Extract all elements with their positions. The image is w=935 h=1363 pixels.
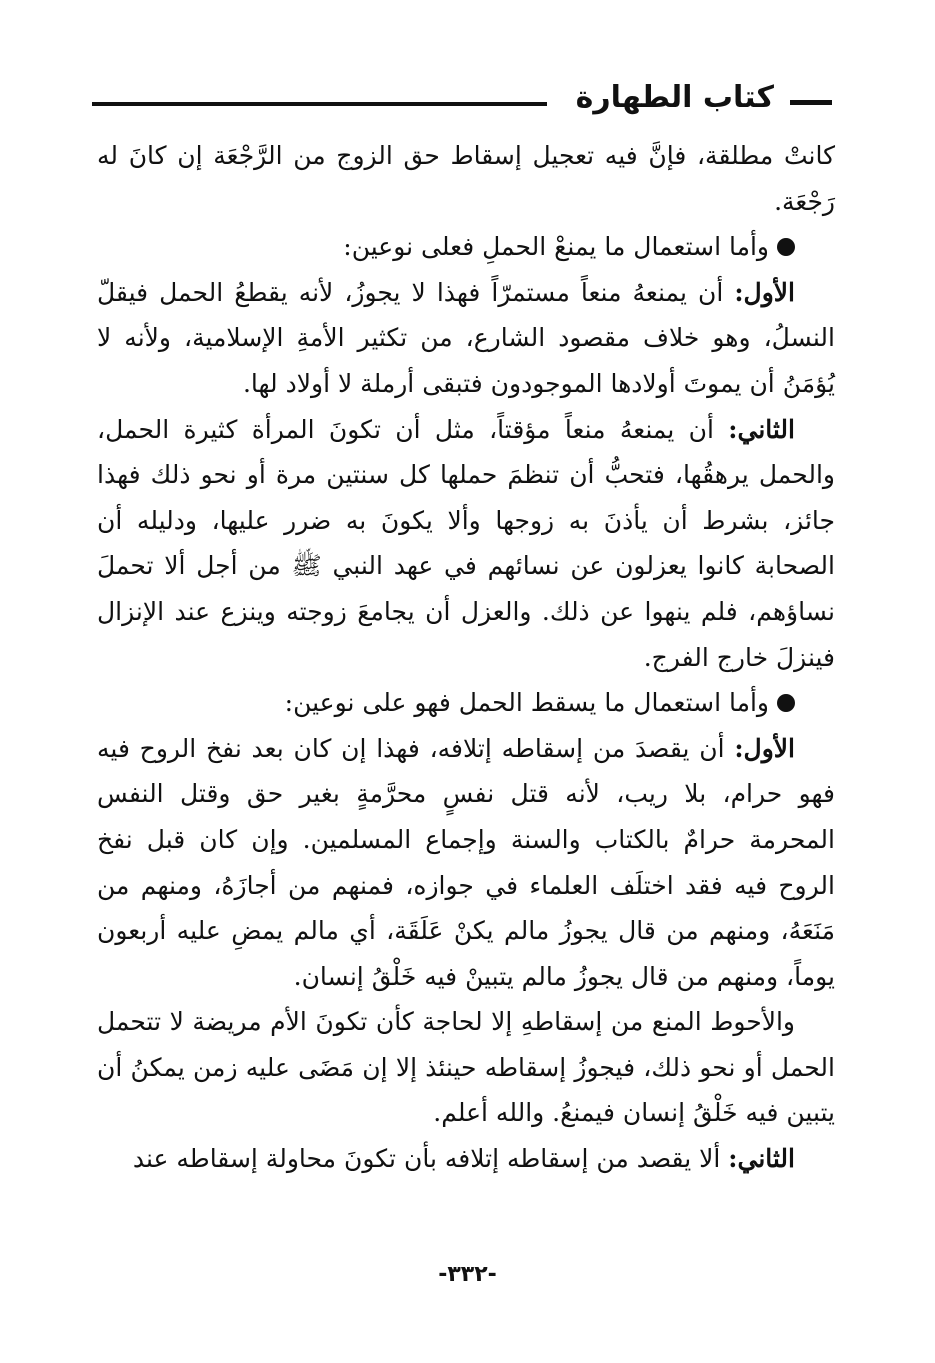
section-label: الأول: [734, 277, 795, 307]
section-label: الأول: [734, 733, 795, 763]
page-number: -٣٣٢- [438, 1262, 497, 1287]
paragraph-text: كانتْ مطلقة، فإنَّ فيه تعجيل إسقاط حق الزوج من الرَّجْعَة إن كانَ له رَجْعَة. [97, 141, 835, 216]
page-header [92, 78, 832, 118]
paragraph-text: والأحوط المنع من إسقاطهِ إلا لحاجة كأن تكونَ الأم مريضة لا تتحمل الحمل أو نحو ذلك، فيجوزُ إسقاطه حينئذ إلا إن مَضَى عليه زمن يمكنُ أن يتبين فيه خَلْقُ إنسان فيمنعُ. والله أعلم. [97, 1007, 835, 1128]
paragraph-text: أن يمنعهُ منعاً مستمرّاً فهذا لا يجوزُ، لأنه يقطعُ الحمل فيقلّ النسلُ، وهو خلاف مقصود الشارع، من تكثير الأمةِ الإسلامية، ولأنه لا يُؤمَنُ أن يموتَ أولادها الموجودون فتبقى أرملة لا أولاد لها. [97, 277, 835, 398]
section-label: الثاني: [728, 414, 795, 444]
body-text [97, 133, 835, 1182]
paragraph-text: وأما استعمال ما يسقط الحمل فهو على نوعين: [284, 688, 769, 718]
paragraph [97, 999, 835, 1136]
paragraph-text: أن يمنعهُ منعاً مؤقتاً، مثل أن تكونَ المرأة كثيرة الحمل، والحمل يرهقُها، فتحبُّ أن تنظمَ حملها كل سنتين مرة أو نحو ذلك فهذا جائز، بشرط أن يأذنَ به زوجها وألا يكونَ به ضرر عليها، ودليله أن الصحابة كانوا يعزلون عن نسائهم في عهد النبي ﷺ من أجل ألا تحملَ نساؤهم، فلم ينهوا عن ذلك. والعزل أن يجامعَ زوجته وينزع عند الإنزال فينزلَ خارج الفرج. [97, 414, 835, 672]
section-label: الثاني: [728, 1144, 795, 1174]
paragraph [97, 270, 835, 407]
bullet-icon [777, 694, 795, 712]
paragraph-text: أن يقصدَ من إسقاطه إتلافه، فهذا إن كان بعد نفخ الروح فيه فهو حرام، بلا ريب، لأنه قتل نفسٍ محرَّمةٍ بغير حق وقتل النفس المحرمة حرامٌ بالكتاب والسنة وإجماع المسلمين. وإن كان قبل نفخ الروح فيه فقد اختلَف العلماء في جوازه، فمنهم من أجازَهُ، ومنهم من مَنَعَهُ، ومنهم من قال يجوزُ مالم يكنْ عَلَقَة، أي مالم يمضِ عليه أربعون يوماً، ومنهم من قال يجوزُ مالم يتبينْ فيه خَلْقُ إنسان. [97, 733, 835, 991]
paragraph [97, 1136, 835, 1182]
paragraph [97, 133, 835, 224]
paragraph [97, 726, 835, 1000]
bullet-icon [777, 238, 795, 256]
paragraph [97, 680, 835, 726]
paragraph [97, 407, 835, 681]
header-dash [790, 100, 832, 105]
paragraph [97, 224, 835, 270]
header-rule [92, 102, 547, 106]
paragraph-text: وأما استعمال ما يمنعْ الحملِ فعلى نوعين: [343, 232, 769, 262]
chapter-title: كتاب الطهارة [575, 80, 774, 115]
paragraph-text: ألا يقصد من إسقاطه إتلافه بأن تكونَ محاولة إسقاطه عند [132, 1144, 729, 1174]
